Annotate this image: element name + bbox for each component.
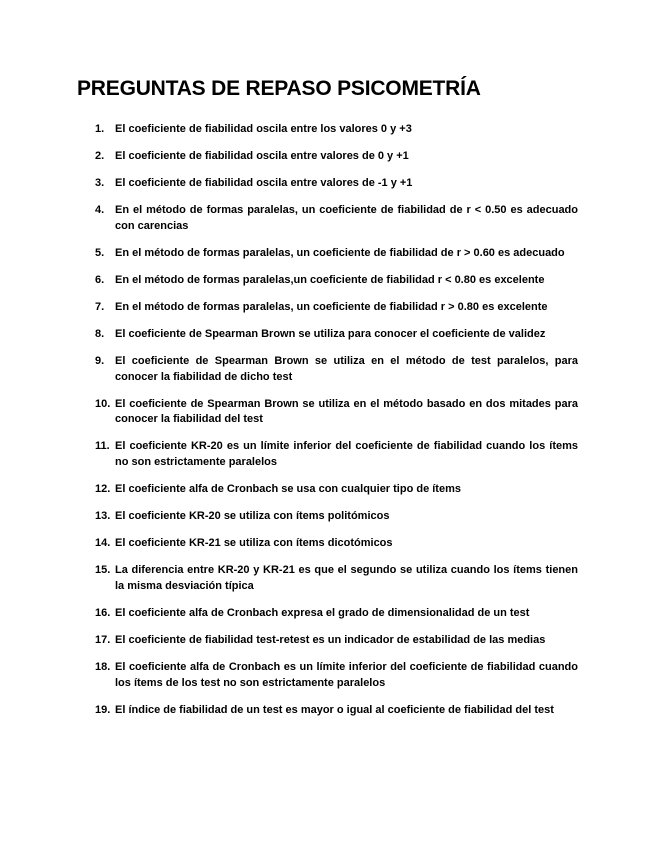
question-item [95, 246, 578, 262]
question-item [95, 482, 578, 498]
question-item [95, 203, 578, 234]
question-item [95, 176, 578, 192]
document-title: PREGUNTAS DE REPASO PSICOMETRÍA [77, 77, 481, 100]
question-number: 12. [95, 483, 111, 496]
question-text: El coeficiente de Spearman Brown se utiliza en el método de test paralelos, para conocer la fiabilidad de dicho test [115, 355, 578, 383]
question-text: El coeficiente de fiabilidad oscila entre valores de 0 y +1 [115, 150, 409, 163]
question-text: En el método de formas paralelas, un coeficiente de fiabilidad r > 0.80 es excelente [115, 301, 548, 314]
question-text: El coeficiente KR-20 es un límite inferior del coeficiente de fiabilidad cuando los ítems no son estrictamente paralelos [115, 440, 578, 468]
question-text: En el método de formas paralelas, un coeficiente de fiabilidad de r < 0.50 es adecuado con carencias [115, 204, 578, 232]
question-text: La diferencia entre KR-20 y KR-21 es que el segundo se utiliza cuando los ítems tienen la misma desviación típica [115, 564, 578, 592]
question-number: 8. [95, 328, 105, 341]
question-number: 2. [95, 150, 105, 163]
question-item [95, 273, 578, 289]
question-number: 13. [95, 510, 111, 523]
question-number: 4. [95, 204, 105, 217]
question-item [95, 703, 578, 719]
question-number: 14. [95, 537, 111, 550]
question-text: El coeficiente KR-21 se utiliza con ítems dicotómicos [115, 537, 393, 550]
question-text: El coeficiente de fiabilidad oscila entre los valores 0 y +3 [115, 123, 412, 135]
question-text: El coeficiente de Spearman Brown se utiliza en el método basado en dos mitades para conocer la fiabilidad del test [115, 397, 578, 426]
question-number: 18. [95, 661, 111, 674]
question-text: El coeficiente alfa de Cronbach es un límite inferior del coeficiente de fiabilidad cuando los ítems de los test no son estrictamente paralelos [115, 661, 578, 689]
question-number: 11. [95, 440, 110, 453]
question-text: El coeficiente de Spearman Brown se utiliza para conocer el coeficiente de validez [115, 328, 546, 341]
question-item [95, 509, 578, 525]
question-number: 9. [95, 355, 105, 368]
question-item [95, 536, 578, 552]
question-text: El coeficiente de fiabilidad test-retest es un indicador de estabilidad de las medias [115, 634, 546, 646]
question-number: 17. [95, 634, 111, 646]
question-number: 16. [95, 606, 111, 619]
question-item [95, 397, 578, 428]
question-item [95, 327, 578, 343]
question-item [95, 660, 578, 691]
question-text: El coeficiente KR-20 se utiliza con ítems politómicos [115, 510, 390, 523]
question-text: El coeficiente alfa de Cronbach expresa el grado de dimensionalidad de un test [115, 606, 530, 619]
question-item [95, 300, 578, 316]
question-item [95, 633, 578, 649]
question-number: 3. [95, 177, 105, 190]
question-text: En el método de formas paralelas, un coeficiente de fiabilidad de r > 0.60 es adecuado [115, 246, 565, 259]
question-item [95, 122, 578, 138]
question-number: 5. [95, 246, 105, 259]
question-text: El coeficiente de fiabilidad oscila entre valores de -1 y +1 [115, 177, 413, 190]
question-item [95, 149, 578, 165]
question-number: 7. [95, 301, 105, 314]
question-number: 6. [95, 273, 105, 286]
question-text: El índice de fiabilidad de un test es mayor o igual al coeficiente de fiabilidad del test [115, 703, 554, 716]
question-number: 10. [95, 397, 111, 410]
question-number: 15. [95, 564, 111, 577]
question-number: 1. [95, 123, 105, 135]
question-item [95, 563, 578, 594]
question-list [95, 122, 578, 730]
question-item [95, 606, 578, 622]
question-item [95, 439, 578, 470]
question-item [95, 354, 578, 385]
question-text: En el método de formas paralelas,un coeficiente de fiabilidad r < 0.80 es excelente [115, 273, 545, 286]
question-text: El coeficiente alfa de Cronbach se usa con cualquier tipo de ítems [115, 483, 461, 496]
question-number: 19. [95, 703, 111, 716]
